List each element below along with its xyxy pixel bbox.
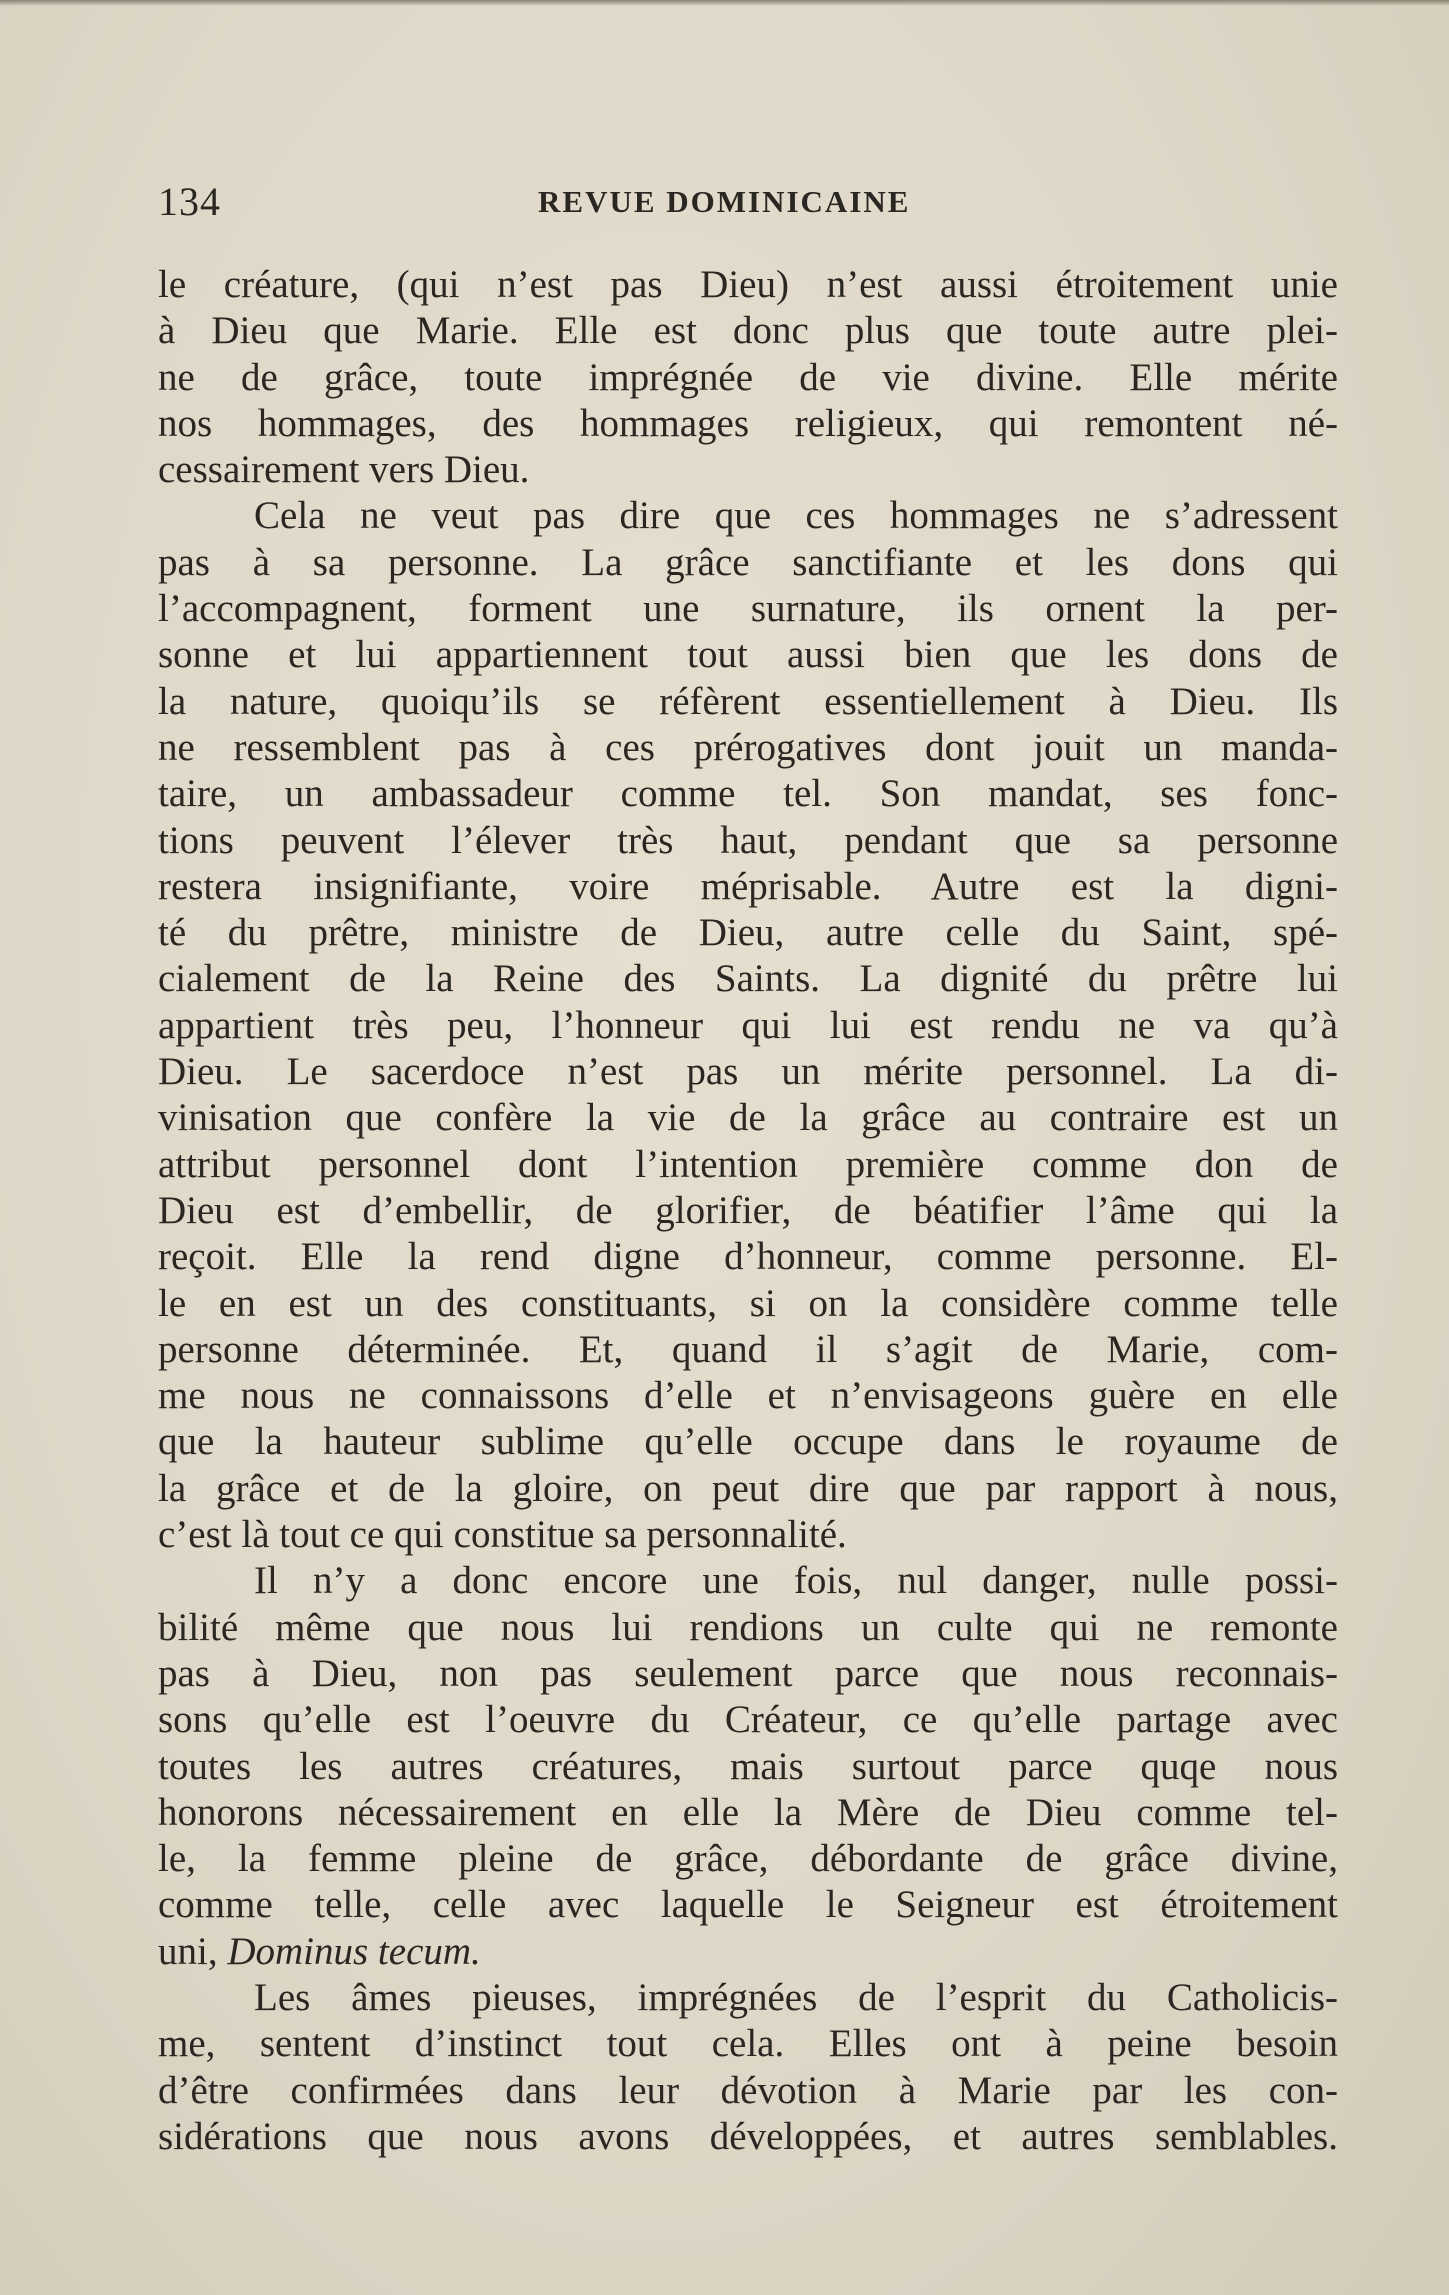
text-line: taire, un ambassadeur comme tel. Son mandat, ses fonc-: [158, 772, 1338, 816]
text-line: d’être confirmées dans leur dévotion à Marie par les con-: [158, 2068, 1338, 2112]
text-line: Dieu. Le sacerdoce n’est pas un mérite personnel. La di-: [158, 1050, 1338, 1094]
text-line: à Dieu que Marie. Elle est donc plus que toute autre plei-: [158, 309, 1338, 353]
text-line: l’accompagnent, forment une surnature, ils ornent la per-: [158, 587, 1338, 631]
text-line: ne de grâce, toute imprégnée de vie divine. Elle mérite: [158, 355, 1338, 399]
text-line: pas à Dieu, non pas seulement parce que nous reconnais-: [158, 1651, 1338, 1695]
text-line: sidérations que nous avons développées, et autres semblables.: [158, 2114, 1338, 2158]
text-line: le en est un des constituants, si on la considère comme telle: [158, 1281, 1338, 1325]
text-line: tions peuvent l’élever très haut, pendant que sa personne: [158, 818, 1338, 862]
text-line: appartient très peu, l’honneur qui lui est rendu ne va qu’à: [158, 1003, 1338, 1047]
text-line: le, la femme pleine de grâce, débordante de grâce divine,: [158, 1837, 1338, 1881]
page-top-edge: [0, 0, 1449, 6]
text-line: que la hauteur sublime qu’elle occupe dans le royaume de: [158, 1420, 1338, 1464]
text-line: attribut personnel dont l’intention première comme don de: [158, 1142, 1338, 1186]
latin-phrase: Dominus tecum.: [227, 1929, 481, 1973]
text-line: bilité même que nous lui rendions un culte qui ne remonte: [158, 1605, 1338, 1649]
text-line: sons qu’elle est l’oeuvre du Créateur, ce qu’elle partage avec: [158, 1698, 1338, 1742]
text-line: personne déterminée. Et, quand il s’agit de Marie, com-: [158, 1327, 1338, 1371]
text-line: pas à sa personne. La grâce sanctifiante et les dons qui: [158, 540, 1338, 584]
journal-title: REVUE DOMINICAINE: [538, 184, 911, 219]
text-line: Il n’y a donc encore une fois, nul danger, nulle possi-: [254, 1559, 1338, 1603]
text-line: honorons nécessairement en elle la Mère de Dieu comme tel-: [158, 1790, 1338, 1834]
text-line: le créature, (qui n’est pas Dieu) n’est aussi étroitement unie: [158, 263, 1338, 306]
text-line: comme telle, celle avec laquelle le Seigneur est étroitement: [158, 1883, 1338, 1927]
text-line: cessairement vers Dieu.: [158, 448, 530, 492]
running-head: [158, 178, 1338, 238]
page-number: 134: [158, 179, 221, 224]
text-line: toutes les autres créatures, mais surtout parce quqe nous: [158, 1744, 1338, 1788]
text-line: reçoit. Elle la rend digne d’honneur, comme personne. El-: [158, 1235, 1338, 1279]
text-line: la nature, quoiqu’ils se réfèrent essentiellement à Dieu. Ils: [158, 679, 1338, 723]
text-line: me nous ne connaissons d’elle et n’envisageons guère en elle: [158, 1374, 1338, 1418]
text-line: la grâce et de la gloire, on peut dire que par rapport à nous,: [158, 1466, 1338, 1510]
text-line: Dieu est d’embellir, de glorifier, de béatifier l’âme qui la: [158, 1188, 1338, 1232]
text-line: vinisation que confère la vie de la grâce au contraire est un: [158, 1096, 1338, 1140]
text-line: c’est là tout ce qui constitue sa personnalité.: [158, 1513, 847, 1557]
text-line: cialement de la Reine des Saints. La dignité du prêtre lui: [158, 957, 1338, 1001]
text-line: [158, 1929, 1338, 1975]
text-line: ne ressemblent pas à ces prérogatives dont jouit un manda-: [158, 725, 1338, 769]
text-line: Cela ne veut pas dire que ces hommages ne s’adressent: [254, 494, 1338, 538]
text-line: Les âmes pieuses, imprégnées de l’esprit du Catholicis-: [254, 1975, 1338, 2019]
text-line: me, sentent d’instinct tout cela. Elles ont à peine besoin: [158, 2022, 1338, 2066]
body-text: [158, 262, 1338, 2160]
closing-line-prefix: uni,: [158, 1929, 228, 1973]
text-line: sonne et lui appartiennent tout aussi bien que les dons de: [158, 633, 1338, 677]
text-line: té du prêtre, ministre de Dieu, autre celle du Saint, spé-: [158, 911, 1338, 955]
text-line: restera insignifiante, voire méprisable. Autre est la digni-: [158, 864, 1338, 908]
text-line: nos hommages, des hommages religieux, qui remontent né-: [158, 401, 1338, 445]
